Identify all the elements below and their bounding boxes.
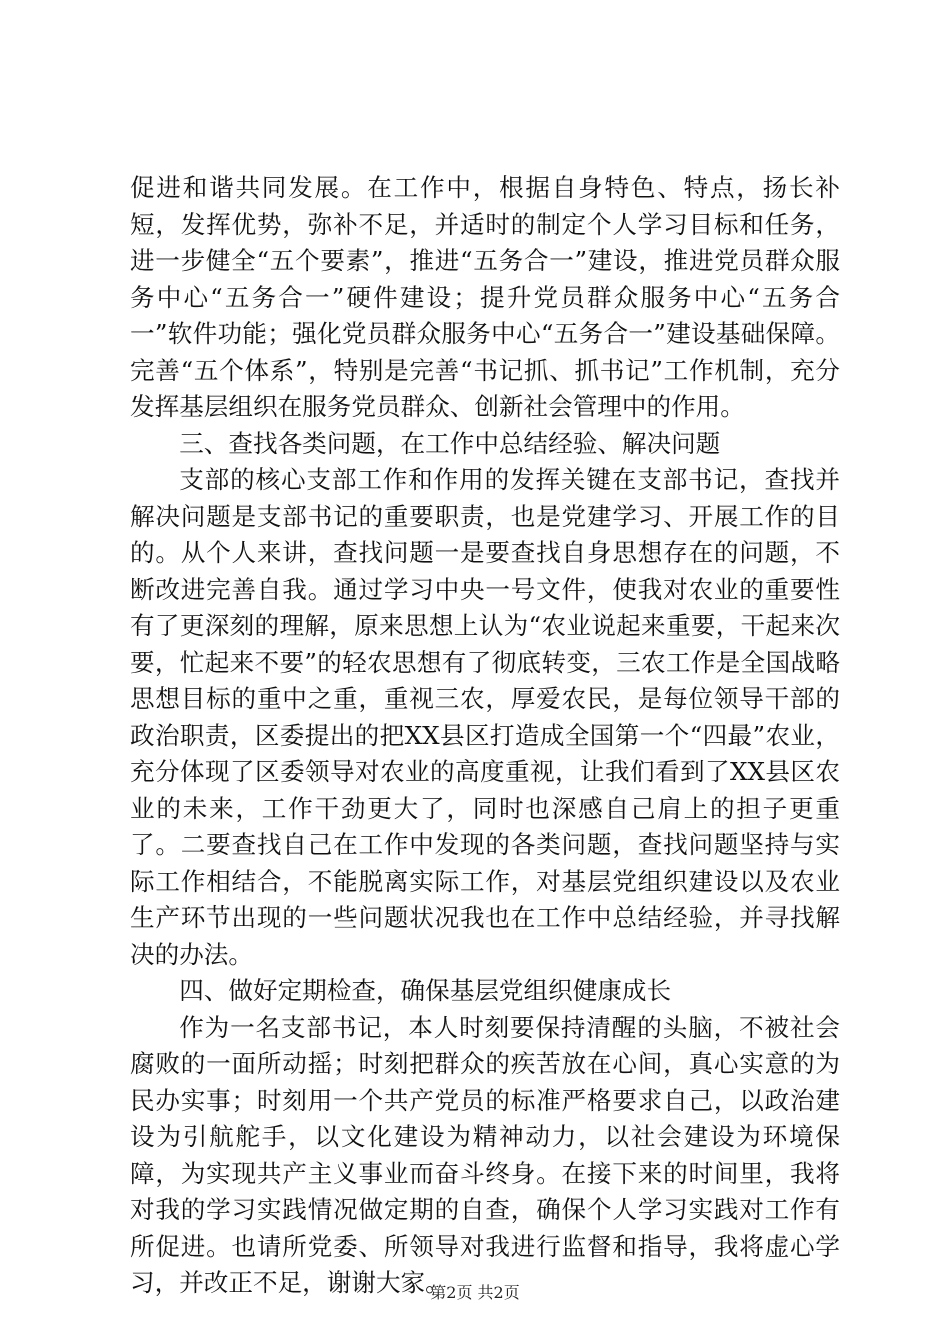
section-heading-3: 三、查找各类问题，在工作中总结经验、解决问题 [179,428,721,458]
section-heading-4: 四、做好定期检查，确保基层党组织健康成长 [179,976,672,1005]
paragraph-section-4: 作为一名支部书记，本人时刻要保持清醒的头脑，不被社会腐败的一面所动摇；时刻把群众的疾苦放在心间，真心实意的为民办实事；时刻用一个共产党员的标准严格要求自己，以政治建设为引航舵手，以文化建设为精神动力，以社会建设为环境保障，为实现共产主义事业而奋斗终身。在接下来的时间里，我将对我的学习实践情况做定期的自查，确保个人学习实践对工作有所促进。也请所党委、所领导对我进行监督和指导，我将虚心学习，并改正不足，谢谢大家。 [130,1012,840,1297]
document-body [130,170,840,1302]
paragraph-continued: 促进和谐共同发展。在工作中，根据自身特色、特点，扬长补短，发挥优势，弥补不足，并适时的制定个人学习目标和任务，进一步健全“五个要素”，推进“五务合一”建设，推进党员群众服务中心“五务合一”硬件建设；提升党员群众服务中心“五务合一”软件功能；强化党员群众服务中心“五务合一”建设基础保障。完善“五个体系”，特别是完善“书记抓、抓书记”工作机制，充分发挥基层组织在服务党员群众、创新社会管理中的作用。 [130,173,840,421]
page-number-footer: 第2页 共2页 [430,1283,520,1302]
paragraph-section-3: 支部的核心支部工作和作用的发挥关键在支部书记，查找并解决问题是支部书记的重要职责，也是党建学习、开展工作的目的。从个人来讲，查找问题一是要查找自身思想存在的问题，不断改进完善自我。通过学习中央一号文件，使我对农业的重要性有了更深刻的理解，原来思想上认为“农业说起来重要，干起来次要，忙起来不要”的轻农思想有了彻底转变，三农工作是全国战略思想目标的重中之重，重视三农，厚爱农民，是每位领导干部的政治职责，区委提出的把XX县区打造成全国第一个“四最”农业，充分体现了区委领导对农业的高度重视，让我们看到了XX县区农业的未来，工作干劲更大了，同时也深感自己肩上的担子更重了。二要查找自己在工作中发现的各类问题，查找问题坚持与实际工作相结合，不能脱离实际工作，对基层党组织建设以及农业生产环节出现的一些问题状况我也在工作中总结经验，并寻找解决的办法。 [130,465,840,969]
